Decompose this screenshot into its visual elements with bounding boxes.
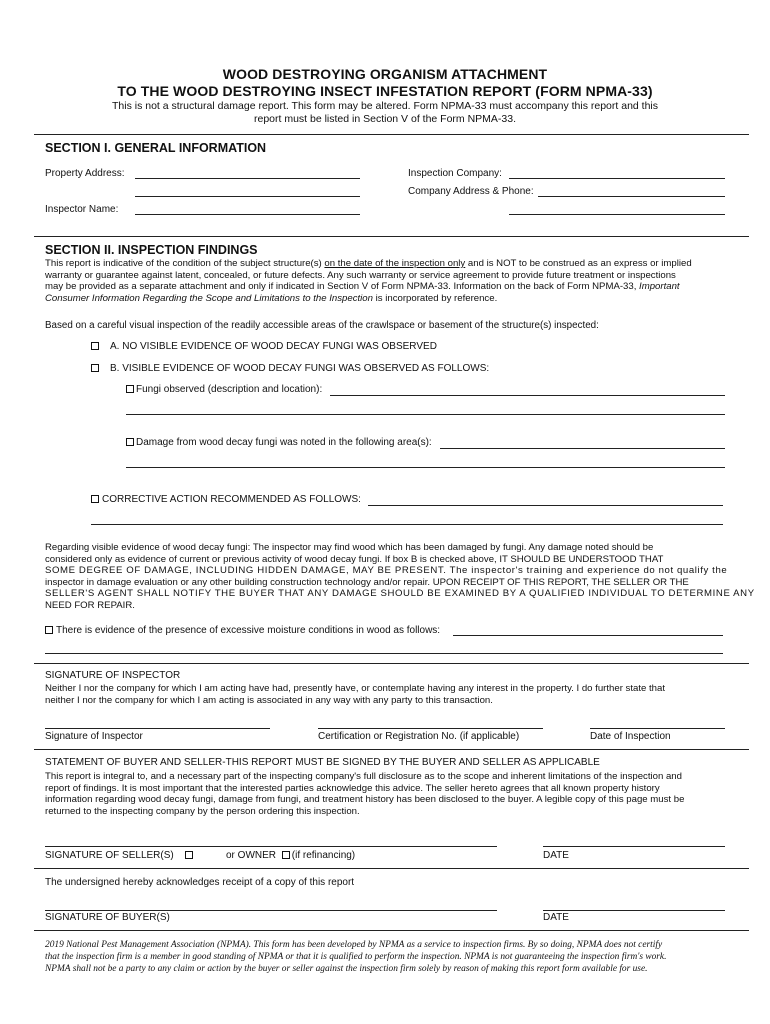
section2-divider [34, 663, 749, 664]
inspector-signature-heading: SIGNATURE OF INSPECTOR [45, 670, 181, 681]
seller-signature-field[interactable] [45, 846, 497, 847]
section2-intro [45, 258, 725, 304]
buyer-seller-text-2: report of findings. It is most important that the interested parties acknowledge this advice. The seller hereto agrees that all known property history [45, 782, 660, 794]
inspector-divider [34, 749, 749, 750]
seller-signature-label: SIGNATURE OF SELLER(S) [45, 850, 174, 861]
regarding-line-4: inspector in damage evaluation or any other building construction technology and/or repair. UPON RECEIPT OF THIS REPORT, THE SELLER OR THE [45, 576, 689, 588]
footer-line-1: 2019 National Pest Management Association (NPMA). This form has been developed by NPMA as a service to inspection firms. By so doing, NPMA does not certify [45, 940, 663, 950]
company-address-field[interactable] [538, 196, 725, 197]
buyer-signature-label: SIGNATURE OF BUYER(S) [45, 912, 170, 923]
owner-label: or OWNER [226, 850, 276, 861]
intro-text-d2: is incorporated by reference. [372, 292, 498, 304]
form-subtitle-line1: This is not a structural damage report. This form may be altered. Form NPMA-33 must accompany this report and this [111, 100, 659, 112]
inspector-signature-label: Signature of Inspector [45, 731, 143, 742]
seller-divider [34, 868, 749, 869]
damage-noted-label: Damage from wood decay fungi was noted in the following area(s): [136, 437, 432, 448]
inspection-company-field[interactable] [509, 178, 725, 179]
fungi-observed-checkbox[interactable] [126, 385, 134, 393]
form-subtitle-line2: report must be listed in Section V of the Form NPMA-33. [253, 113, 517, 125]
option-a-label: A. NO VISIBLE EVIDENCE OF WOOD DECAY FUNGI WAS OBSERVED [110, 341, 437, 352]
section2-heading: SECTION II. INSPECTION FINDINGS [45, 243, 258, 257]
option-b-row [91, 363, 489, 374]
regarding-line-5: SELLER'S AGENT SHALL NOTIFY THE BUYER THAT ANY DAMAGE SHOULD BE EXAMINED BY A QUALIFIED INDIVIDUAL TO DETERMINE ANY [45, 588, 755, 600]
header-divider [34, 134, 749, 135]
buyer-divider [34, 930, 749, 931]
company-phone-field[interactable] [509, 214, 725, 215]
regarding-line-3: SOME DEGREE OF DAMAGE, INCLUDING HIDDEN DAMAGE, MAY BE PRESENT. The inspector's training and experience do not qualify the [45, 565, 728, 577]
based-on-text: Based on a careful visual inspection of the readily accessible areas of the crawlspace or basement of the structure(s) inspected: [45, 320, 599, 331]
option-a-row [91, 341, 437, 352]
seller-checkbox[interactable] [185, 851, 193, 859]
buyer-seller-text-4: returned to the inspecting company by the person ordering this inspection. [45, 805, 360, 817]
acknowledgement-text: The undersigned hereby acknowledges receipt of a copy of this report [45, 877, 355, 888]
corrective-action-row [91, 494, 361, 505]
inspector-signature-field[interactable] [45, 728, 270, 729]
damage-noted-field-2[interactable] [126, 467, 725, 468]
intro-text-d-italic: Consumer Information Regarding the Scope and Limitations to the Inspection [45, 292, 373, 304]
footer-line-3: NPMA shall not be a party to any claim or action by the buyer or seller against the inspection firm solely by reason of making this report form available for use. [45, 963, 648, 974]
company-address-label: Company Address & Phone: [408, 186, 534, 197]
fungi-observed-field[interactable] [330, 395, 725, 396]
corrective-action-label: CORRECTIVE ACTION RECOMMENDED AS FOLLOWS: [102, 494, 361, 505]
footer-disclaimer [45, 940, 735, 975]
corrective-action-field[interactable] [368, 505, 723, 506]
buyer-signature-field[interactable] [45, 910, 497, 911]
moisture-label: There is evidence of the presence of excessive moisture conditions in wood as follows: [56, 625, 441, 636]
certification-label: Certification or Registration No. (if applicable) [318, 731, 520, 742]
regarding-line-1: Regarding visible evidence of wood decay fungi: The inspector may find wood which has been damaged by fungi. Any damage noted should be [45, 542, 654, 553]
inspector-statement [45, 683, 725, 706]
fungi-observed-label: Fungi observed (description and location): [136, 384, 323, 395]
option-b-label: B. VISIBLE EVIDENCE OF WOOD DECAY FUNGI WAS OBSERVED AS FOLLOWS: [110, 363, 490, 374]
buyer-date-field[interactable] [543, 910, 725, 911]
form-title-line2: TO THE WOOD DESTROYING INSECT INFESTATION REPORT (FORM NPMA-33) [117, 83, 653, 99]
section1-heading: SECTION I. GENERAL INFORMATION [45, 141, 267, 155]
inspector-statement-1: Neither I nor the company for which I am acting have had, presently have, or contemplate having any interest in the property. I do further state that [45, 683, 666, 694]
seller-date-field[interactable] [543, 846, 725, 847]
inspector-name-label: Inspector Name: [45, 204, 119, 215]
option-a-checkbox[interactable] [91, 342, 99, 350]
inspection-date-field[interactable] [590, 728, 725, 729]
buyer-seller-heading: STATEMENT OF BUYER AND SELLER-THIS REPORT MUST BE SIGNED BY THE BUYER AND SELLER AS APPLICABLE [45, 757, 600, 768]
property-address-label: Property Address: [45, 168, 125, 179]
intro-text-a1: This report is indicative of the condition of the subject structure(s) [45, 258, 325, 269]
inspector-statement-2: neither I nor the company for which I am acting is associated in any way with any party to this transaction. [45, 694, 493, 706]
fungi-observed-field-2[interactable] [126, 414, 725, 415]
footer-line-2: that the inspection firm is a member in good standing of NPMA or that it is qualified to perform the inspection. NPMA is not guaranteeing the inspection firm's work. [45, 951, 667, 962]
buyer-seller-statement [45, 771, 725, 817]
seller-date-label: DATE [543, 850, 569, 861]
buyer-seller-text-1: This report is integral to, and a necessary part of the inspecting company's full disclosure as to the scope and inherent limitations of the inspection and [45, 771, 682, 782]
regarding-paragraph [45, 542, 755, 612]
corrective-action-checkbox[interactable] [91, 495, 99, 503]
intro-text-underlined: on the date of the inspection only [324, 258, 466, 269]
owner-row [226, 850, 355, 861]
intro-text-c-italic: Important [639, 281, 680, 293]
intro-text-a2: and is NOT to be construed as an express or implied [465, 258, 692, 269]
damage-noted-checkbox[interactable] [126, 438, 134, 446]
moisture-checkbox[interactable] [45, 626, 53, 634]
inspection-date-label: Date of Inspection [590, 731, 671, 742]
intro-text-b: warranty or guarantee against latent, concealed, or future defects. Any such warranty or service agreement to provide future treatment or inspections [45, 269, 676, 281]
buyer-seller-text-3: information regarding wood decay fungi, damage from fungi, and treatment history has been disclosed to the buyer. A legible copy of this page must be [45, 794, 685, 806]
moisture-row [45, 625, 440, 636]
property-address-field-2[interactable] [135, 196, 360, 197]
moisture-field[interactable] [453, 635, 723, 636]
property-address-field[interactable] [135, 178, 360, 179]
section1-divider [34, 236, 749, 237]
damage-noted-row [126, 437, 432, 448]
seller-signature-row [45, 850, 198, 861]
certification-field[interactable] [318, 728, 543, 729]
regarding-line-6: NEED FOR REPAIR. [45, 599, 135, 611]
inspection-company-label: Inspection Company: [408, 168, 502, 179]
regarding-line-2: considered only as evidence of current or previous activity of wood decay fungi. If box B is checked above, IT SHOULD BE UNDERSTOOD THAT [45, 553, 664, 565]
damage-noted-field[interactable] [440, 448, 725, 449]
form-title-line1: WOOD DESTROYING ORGANISM ATTACHMENT [222, 66, 548, 82]
option-b-checkbox[interactable] [91, 364, 99, 372]
owner-checkbox[interactable] [282, 851, 290, 859]
intro-text-c1: may be provided as a separate attachment and only if indicated in Section V of Form NPMA-33. Information on the back of Form NPMA-33, [45, 281, 640, 293]
inspector-name-field[interactable] [135, 214, 360, 215]
fungi-observed-row [126, 384, 322, 395]
refinancing-label: (if refinancing) [291, 850, 356, 861]
moisture-field-2[interactable] [45, 653, 723, 654]
buyer-date-label: DATE [543, 912, 569, 923]
corrective-action-field-2[interactable] [91, 524, 723, 525]
